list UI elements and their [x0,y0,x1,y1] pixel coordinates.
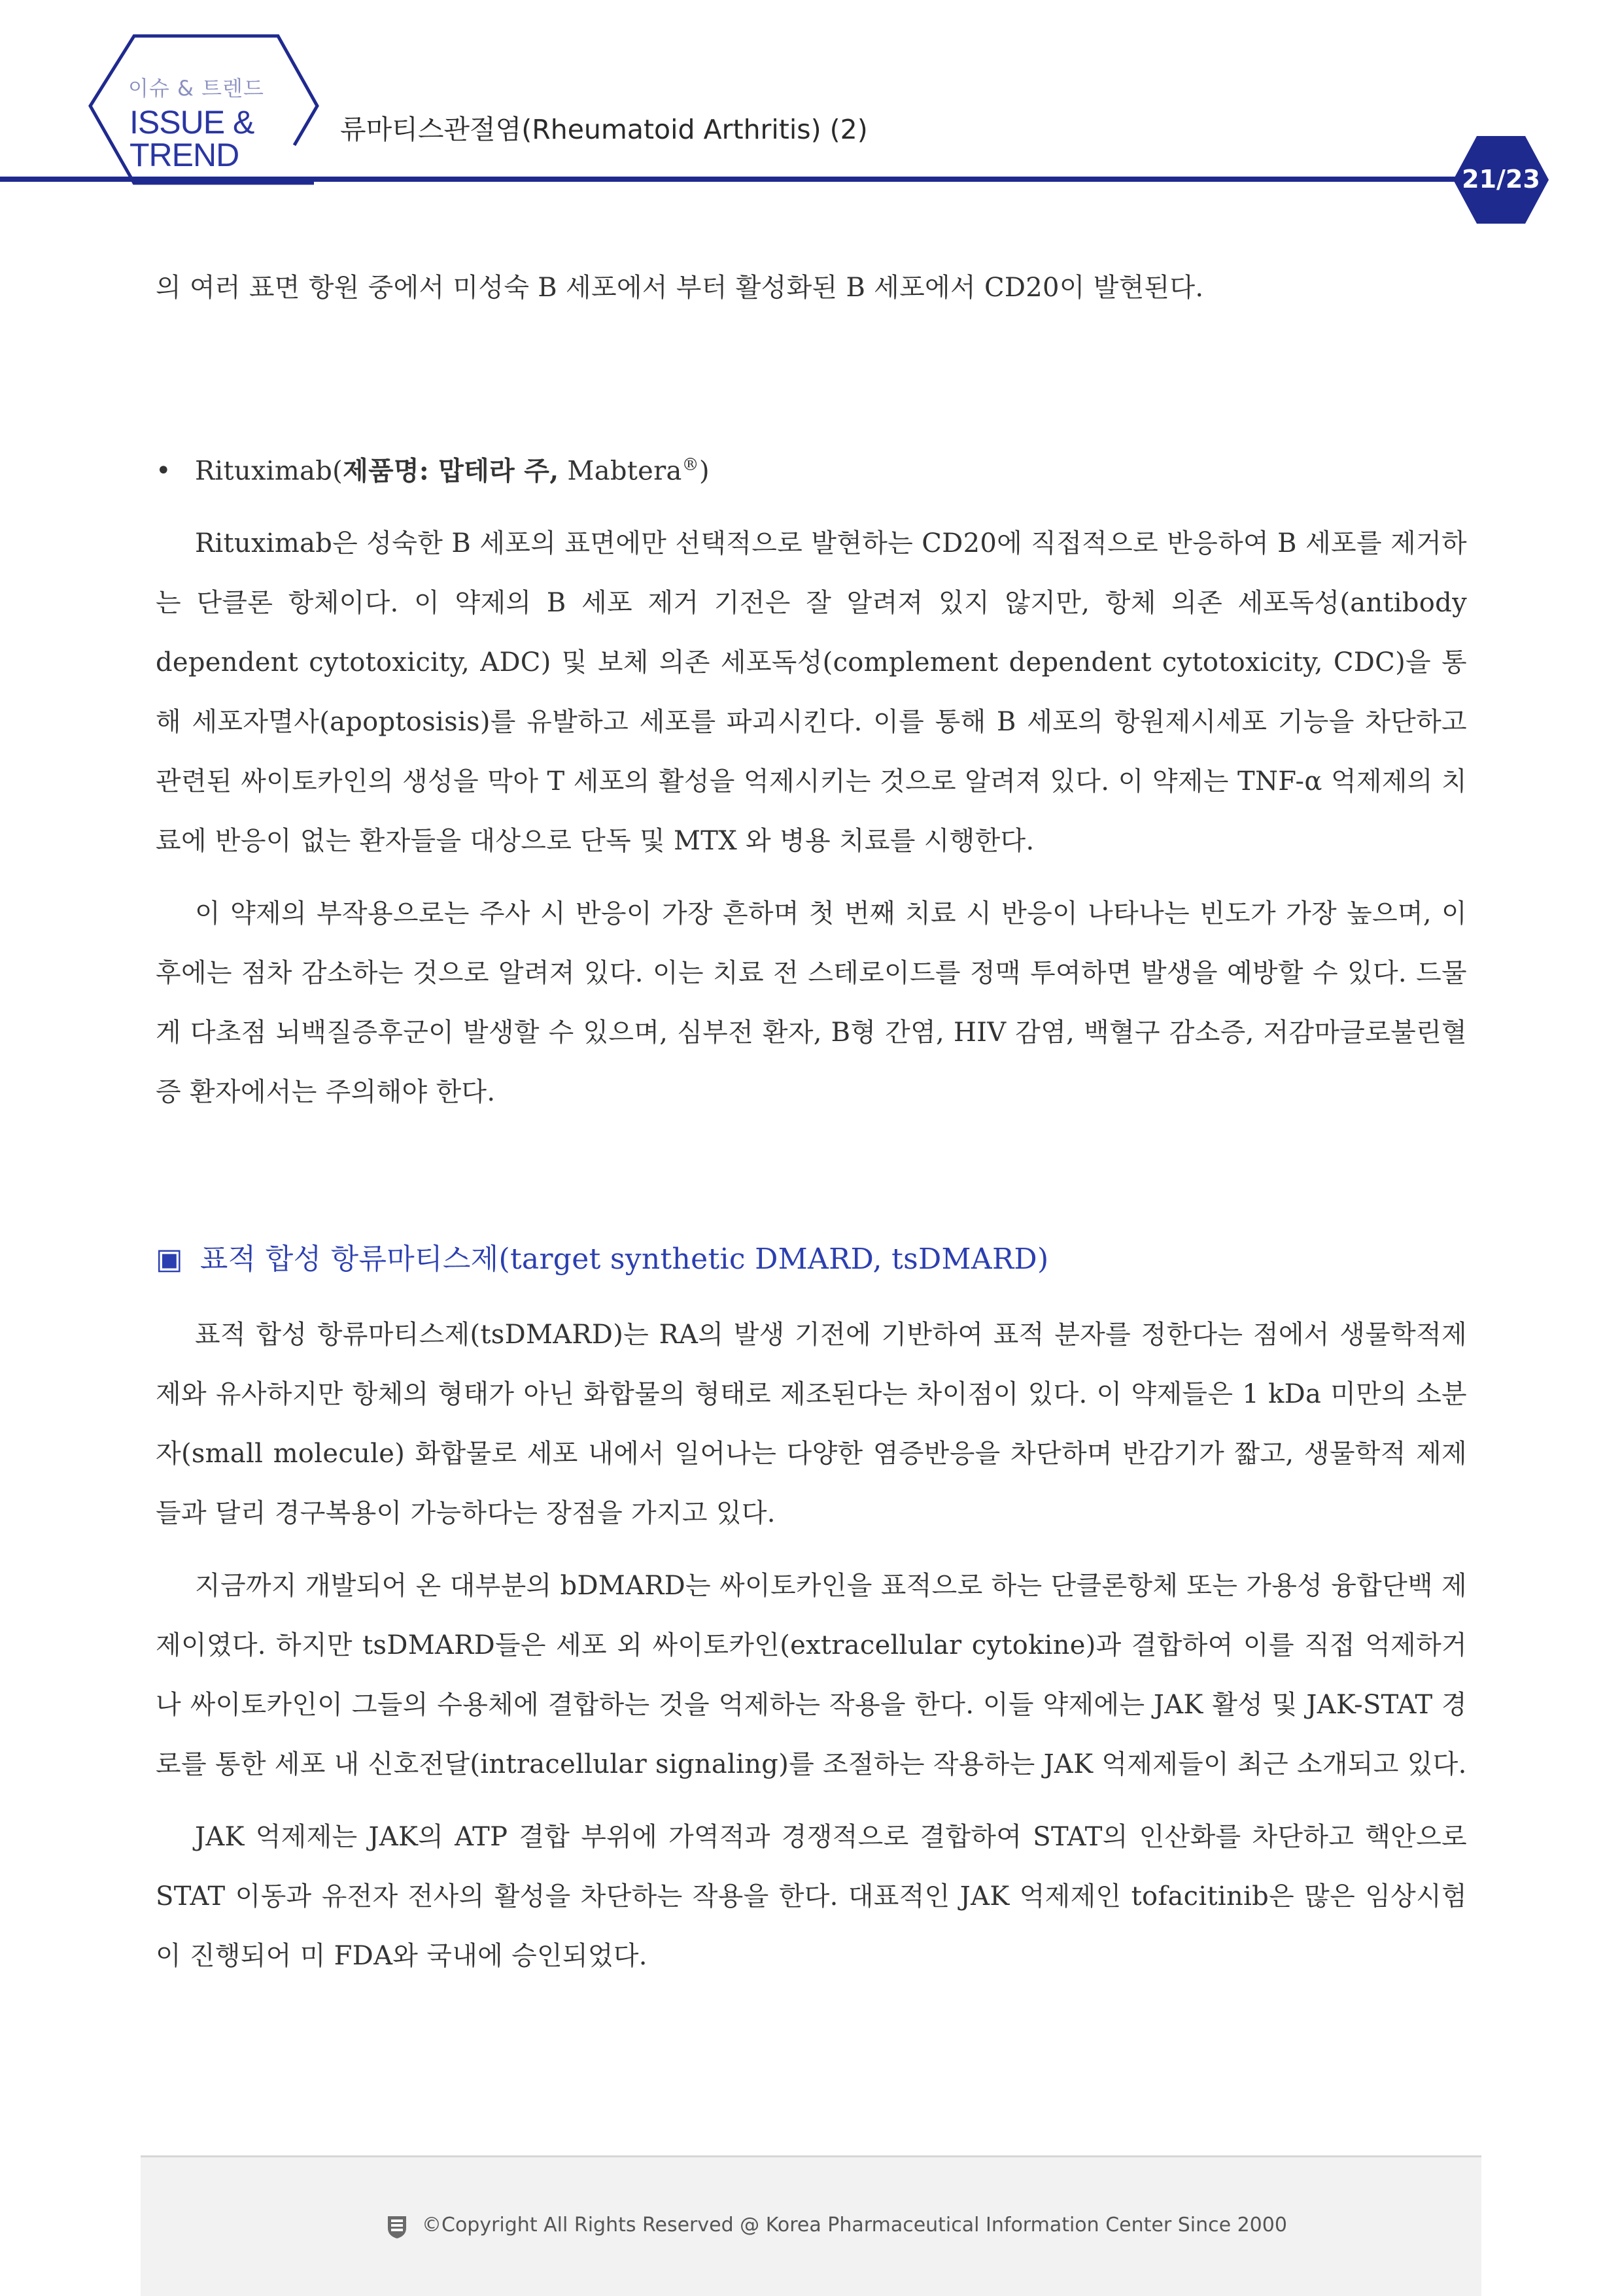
section-heading-tsdmard [156,1227,1467,1292]
logo-title [129,106,286,171]
logo-subtitle: 이슈 & 트렌드 [128,76,264,101]
section-square-icon: ▣ [156,1242,183,1277]
rituximab-heading [156,436,1467,501]
footer [141,2155,1481,2296]
tsdmard-paragraph-1: 표적 합성 항류마티스제(tsDMARD)는 RA의 발생 기전에 기반하여 표적 분자를 정한다는 점에서 생물학적제제와 유사하지만 항체의 형태가 아닌 화합물의 형태로 제조된다는 차이점이 있다. 이 약제들은 1 kDa 미만의 소분자(small molecule) 화합물로 세포 내에서 일어나는 다양한 염증반응을 차단하며 반감기가 짧고, 생물학적 제제들과 달리 경구복용이 가능하다는 장점을 가지고 있다. [156,1320,1467,1529]
bullet-marker: • [156,456,171,487]
rituximab-product-name: 제품명: 맙테라 주, [343,455,559,487]
rituximab-paragraph-2: 이 약제의 부작용으로는 주사 시 반응이 가장 흔하며 첫 번째 치료 시 반응이 나타나는 빈도가 가장 높으며, 이후에는 점차 감소하는 것으로 알려져 있다. 이는 치료 전 스테로이드를 정맥 투여하면 발생을 예방할 수 있다. 드물게 다초점 뇌백질증후군이 발생할 수 있으며, 심부전 환자, B형 간염, HIV 감염, 백혈구 감소증, 저감마글로불린혈증 환자에서는 주의해야 한다. [156,899,1467,1108]
page-title: 류마티스관절염(Rheumatoid Arthritis) (2) [340,114,868,145]
document-body [156,258,1467,1986]
tsdmard-paragraph-2: 지금까지 개발되어 온 대부분의 bDMARD는 싸이토카인을 표적으로 하는 단클론항체 또는 가용성 융합단백 제제이였다. 하지만 tsDMARD들은 세포 외 싸이토카인(extracellular cytokine)과 결합하여 이를 직접 억제하거나 싸이토카인이 그들의 수용체에 결합하는 것을 억제하는 작용을 한다. 이들 약제에는 JAK 활성 및 JAK-STAT 경로를 통한 세포 내 신호전달(intracellular signaling)를 조절하는 작용하는 JAK 억제제들이 최근 소개되고 있다. [156,1571,1467,1780]
rituximab-paragraph-1: Rituximab은 성숙한 B 세포의 표면에만 선택적으로 발현하는 CD20에 직접적으로 반응하여 B 세포를 제거하는 단클론 항체이다. 이 약제의 B 세포 제거 기전은 잘 알려져 있지 않지만, 항체 의존 세포독성(antibody dependent cytotoxicity, ADC) 및 보체 의존 세포독성(complement dependent cytotoxicity, CDC)을 통해 세포자멸사(apoptosisis)를 유발하고 세포를 파괴시킨다. 이를 통해 B 세포의 항원제시세포 기능을 차단하고 관련된 싸이토카인의 생성을 막아 T 세포의 활성을 억제시키는 것으로 알려져 있다. 이 약제는 TNF-α 억제제의 치료에 반응이 없는 환자들을 대상으로 단독 및 MTX 와 병용 치료를 시행한다. [156,528,1467,857]
rituximab-brand: Mabtera [559,456,682,487]
section-heading-text: 표적 합성 항류마티스제(target synthetic DMARD, tsDMARD) [199,1242,1049,1277]
lead-paragraph: 의 여러 표면 항원 중에서 미성숙 B 세포에서 부터 활성화된 B 세포에서 CD20이 발현된다. [156,273,1204,303]
logo-title-line1: ISSUE & [129,104,254,141]
logo-title-line2: TREND [129,137,239,173]
registered-mark: ® [682,455,699,475]
tsdmard-paragraph-3: JAK 억제제는 JAK의 ATP 결합 부위에 가역적과 경쟁적으로 결합하여 STAT의 인산화를 차단하고 핵안으로 STAT 이동과 유전자 전사의 활성을 차단하는 작용을 한다. 대표적인 JAK 억제제인 tofacitinib은 많은 임상시험이 진행되어 미 FDA와 국내에 승인되었다. [156,1822,1467,1972]
page-number: 21/23 [1462,165,1540,194]
rituximab-name-prefix: Rituximab( [195,456,343,487]
kpic-emblem-icon [384,2214,410,2240]
copyright-text: ©Copyright All Rights Reserved @ Korea Pharmaceutical Information Center Since 2000 [422,2214,1287,2236]
rituximab-name-suffix: ) [699,456,710,487]
